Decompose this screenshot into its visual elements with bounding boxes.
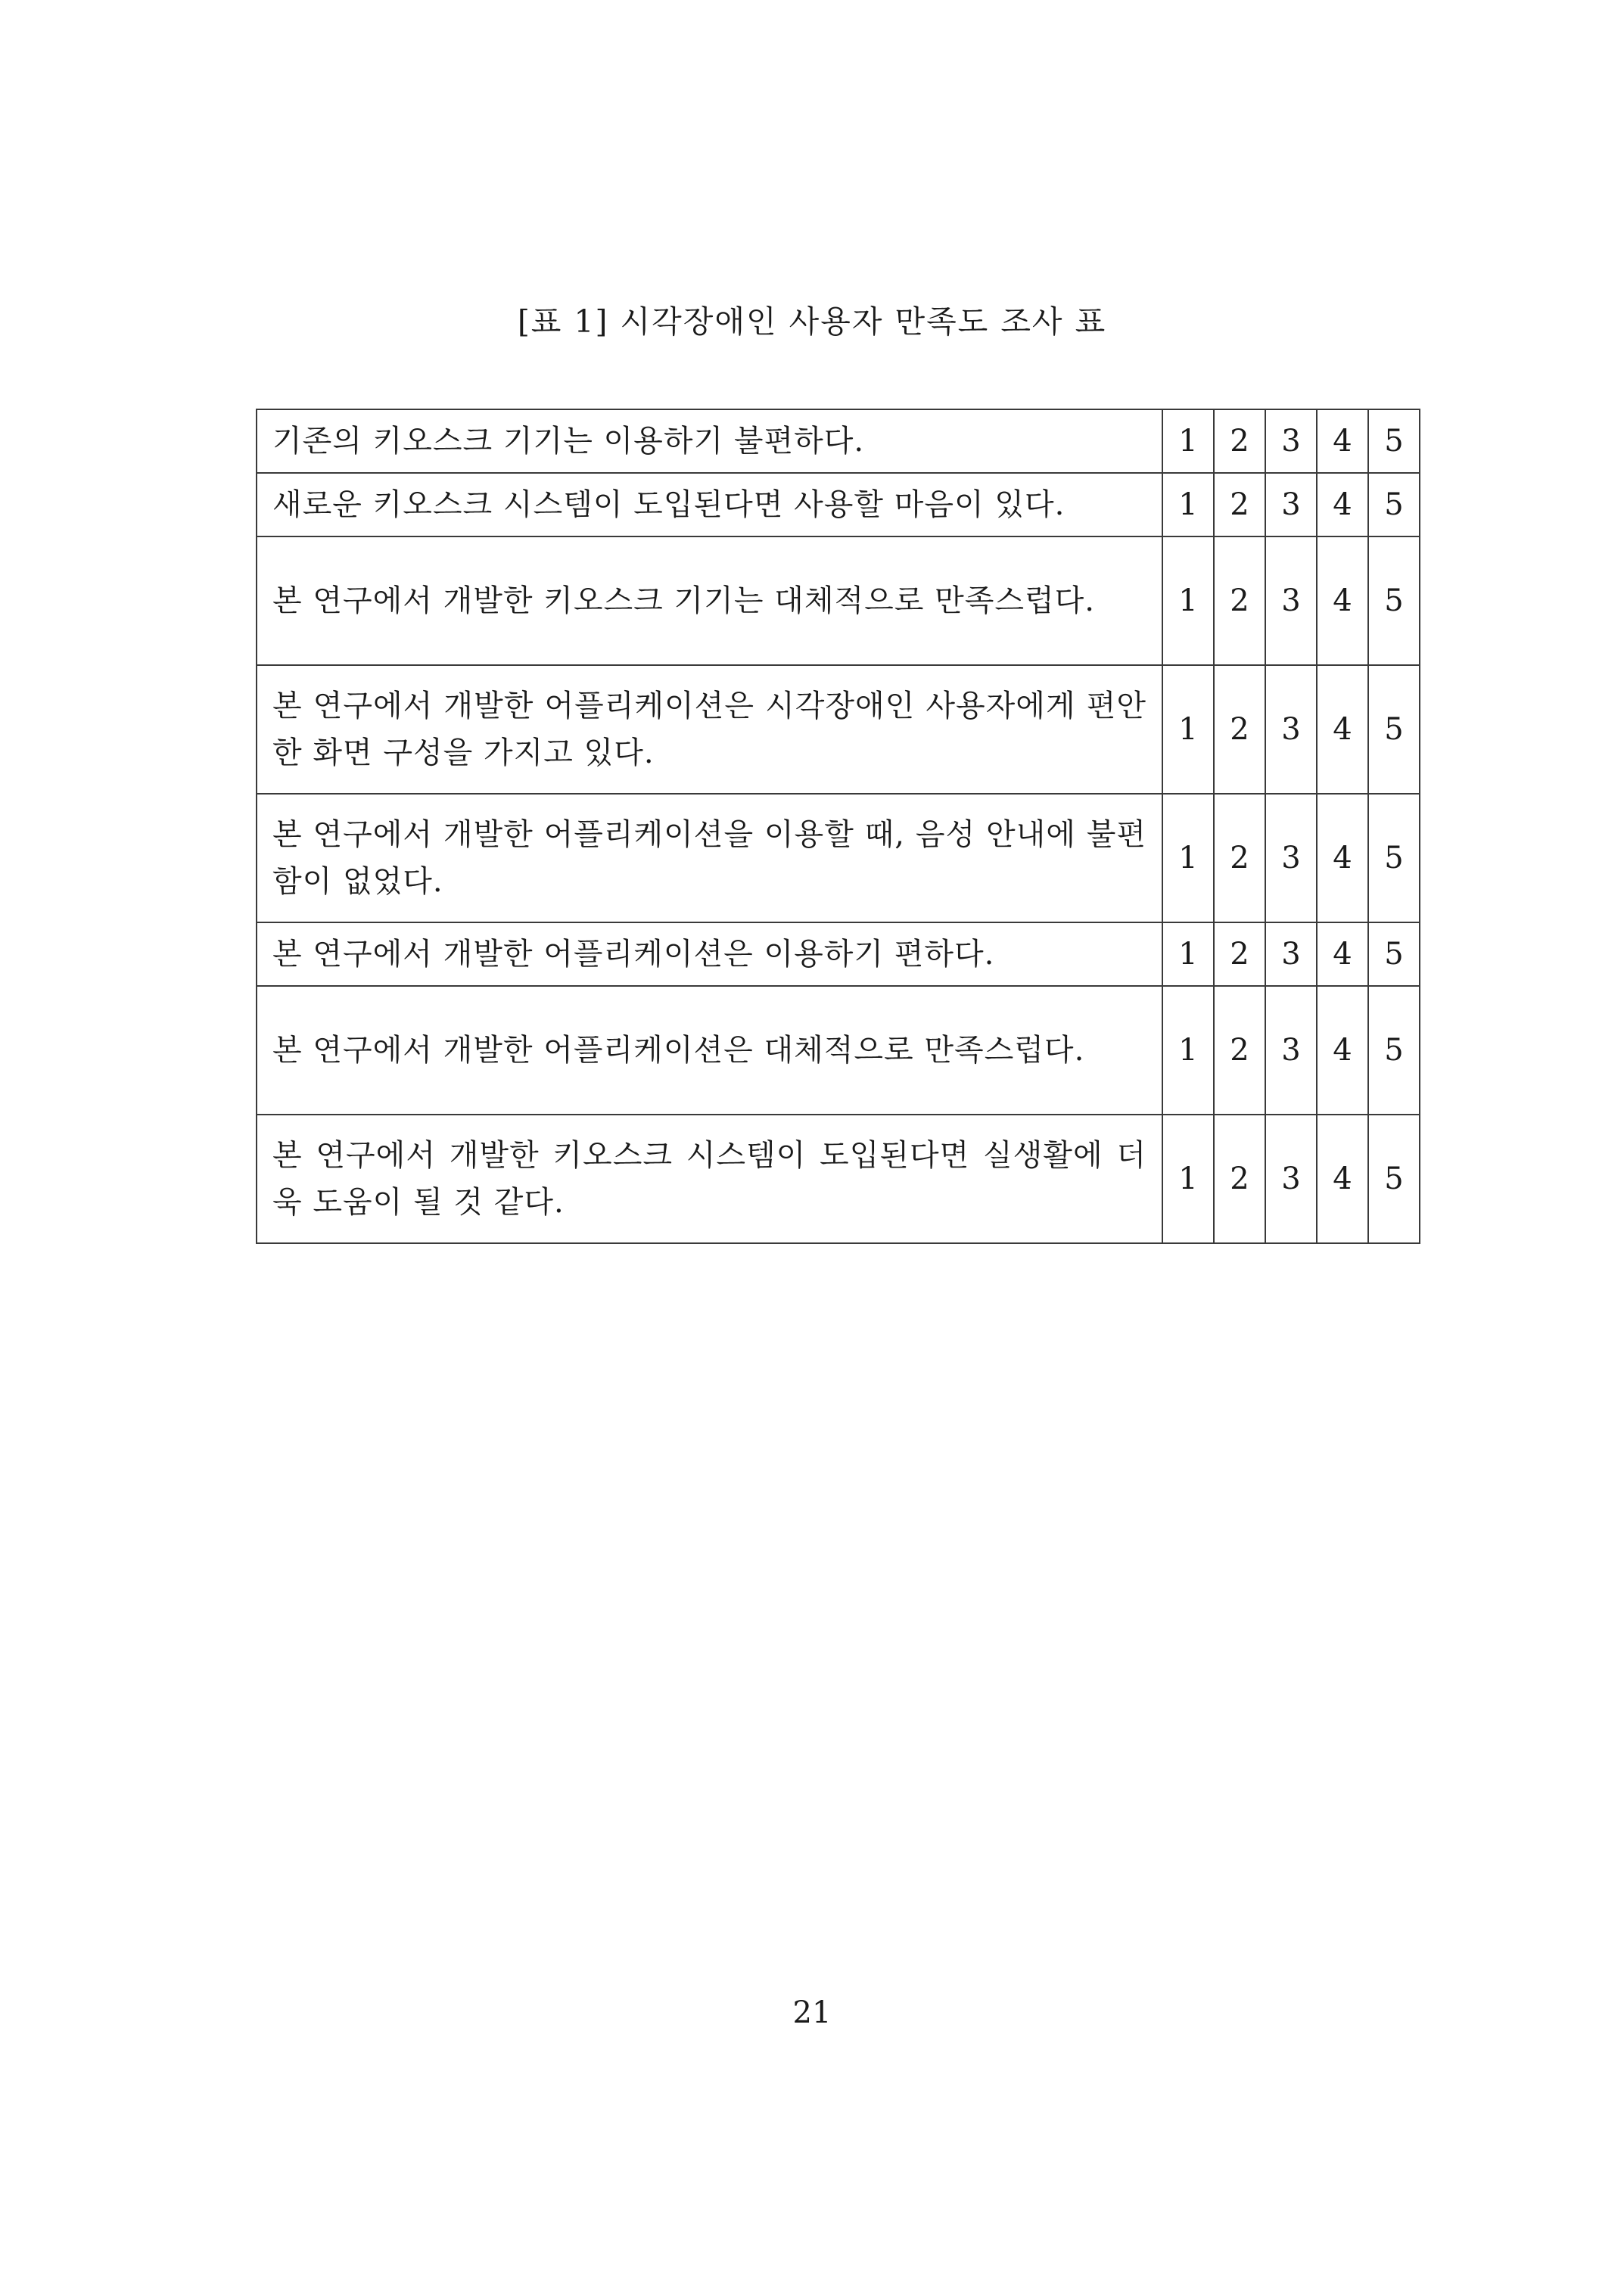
page-number: 21 [792, 1995, 832, 2030]
rating-option-1: 1 [1162, 986, 1214, 1115]
survey-question: 본 연구에서 개발한 어플리케이션은 대체적으로 만족스럽다. [257, 986, 1162, 1115]
rating-option-2: 2 [1214, 1115, 1265, 1243]
rating-option-2: 2 [1214, 986, 1265, 1115]
table-row [257, 986, 1420, 1115]
rating-option-5: 5 [1368, 794, 1420, 922]
table-row [257, 794, 1420, 922]
rating-option-1: 1 [1162, 473, 1214, 536]
rating-option-1: 1 [1162, 794, 1214, 922]
rating-option-2: 2 [1214, 536, 1265, 665]
rating-option-3: 3 [1265, 536, 1317, 665]
rating-option-1: 1 [1162, 536, 1214, 665]
rating-option-5: 5 [1368, 922, 1420, 986]
rating-option-3: 3 [1265, 665, 1317, 794]
rating-option-4: 4 [1317, 794, 1368, 922]
table-row [257, 665, 1420, 794]
rating-option-1: 1 [1162, 665, 1214, 794]
rating-option-2: 2 [1214, 665, 1265, 794]
rating-option-4: 4 [1317, 986, 1368, 1115]
rating-option-4: 4 [1317, 665, 1368, 794]
survey-table-body [257, 409, 1420, 1243]
rating-option-5: 5 [1368, 986, 1420, 1115]
table-caption: [표 1] 시각장애인 사용자 만족도 조사 표 [517, 303, 1107, 340]
rating-option-3: 3 [1265, 409, 1317, 473]
rating-option-1: 1 [1162, 409, 1214, 473]
survey-question: 기존의 키오스크 기기는 이용하기 불편하다. [257, 409, 1162, 473]
rating-option-3: 3 [1265, 922, 1317, 986]
rating-option-5: 5 [1368, 473, 1420, 536]
rating-option-4: 4 [1317, 409, 1368, 473]
rating-option-5: 5 [1368, 409, 1420, 473]
rating-option-1: 1 [1162, 1115, 1214, 1243]
rating-option-2: 2 [1214, 473, 1265, 536]
table-row [257, 1115, 1420, 1243]
table-row [257, 922, 1420, 986]
rating-option-3: 3 [1265, 473, 1317, 536]
survey-question: 본 연구에서 개발한 어플리케이션은 시각장애인 사용자에게 편안한 화면 구성을 가지고 있다. [257, 665, 1162, 794]
rating-option-1: 1 [1162, 922, 1214, 986]
survey-question: 본 연구에서 개발한 키오스크 기기는 대체적으로 만족스럽다. [257, 536, 1162, 665]
table-row [257, 473, 1420, 536]
rating-option-2: 2 [1214, 922, 1265, 986]
rating-option-4: 4 [1317, 536, 1368, 665]
rating-option-3: 3 [1265, 986, 1317, 1115]
survey-question: 새로운 키오스크 시스템이 도입된다면 사용할 마음이 있다. [257, 473, 1162, 536]
survey-table [256, 409, 1420, 1244]
survey-question: 본 연구에서 개발한 어플리케이션을 이용할 때, 음성 안내에 불편함이 없었다. [257, 794, 1162, 922]
survey-question: 본 연구에서 개발한 어플리케이션은 이용하기 편하다. [257, 922, 1162, 986]
rating-option-4: 4 [1317, 473, 1368, 536]
rating-option-3: 3 [1265, 1115, 1317, 1243]
rating-option-4: 4 [1317, 1115, 1368, 1243]
rating-option-2: 2 [1214, 409, 1265, 473]
rating-option-5: 5 [1368, 1115, 1420, 1243]
rating-option-2: 2 [1214, 794, 1265, 922]
rating-option-5: 5 [1368, 665, 1420, 794]
rating-option-4: 4 [1317, 922, 1368, 986]
rating-option-5: 5 [1368, 536, 1420, 665]
table-row [257, 409, 1420, 473]
survey-question: 본 연구에서 개발한 키오스크 시스템이 도입된다면 실생활에 더욱 도움이 될 것 같다. [257, 1115, 1162, 1243]
table-row [257, 536, 1420, 665]
rating-option-3: 3 [1265, 794, 1317, 922]
